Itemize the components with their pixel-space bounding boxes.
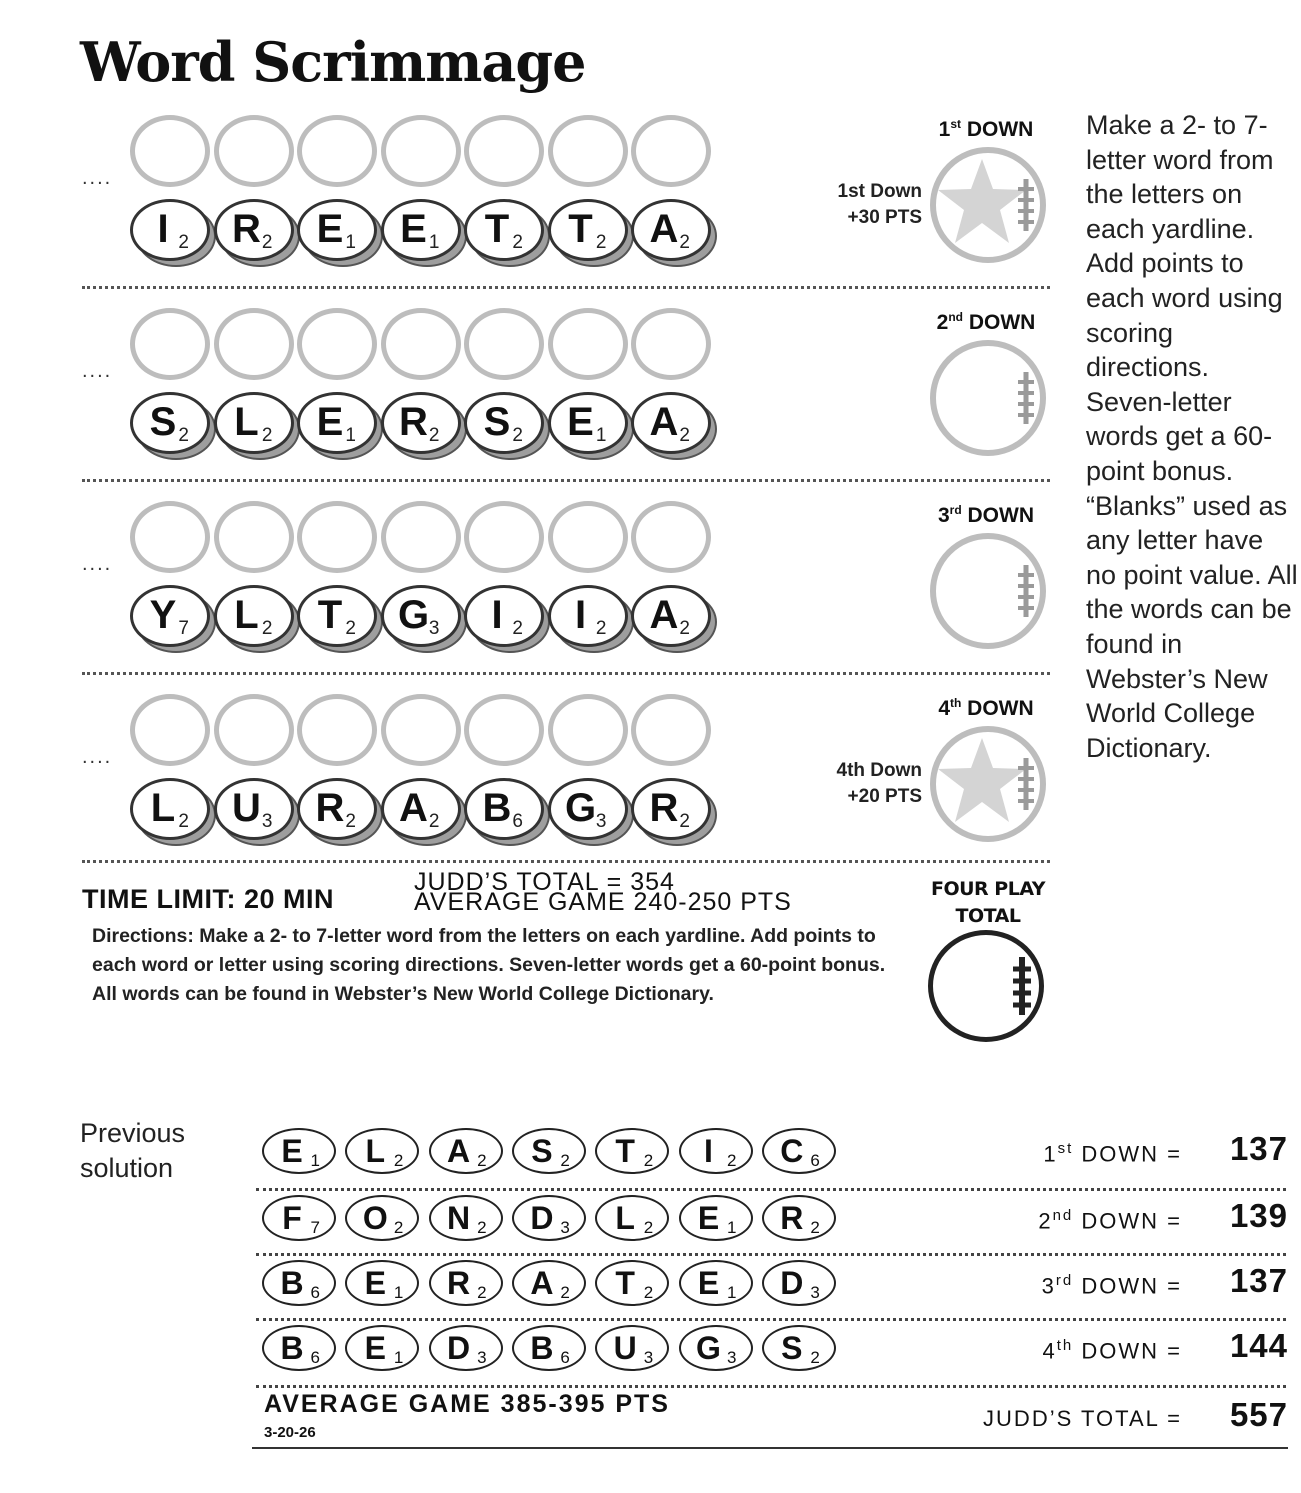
answer-slot[interactable] <box>130 501 210 573</box>
solution-tile <box>262 1325 336 1371</box>
bonus-line2: +30 PTS <box>847 207 922 228</box>
tile-letter: O <box>362 1200 388 1236</box>
tile-points: 2 <box>595 232 607 253</box>
answer-slot[interactable] <box>214 694 294 766</box>
down-label <box>928 503 1044 528</box>
solution-tile <box>679 1260 753 1306</box>
tile-letter: U <box>232 786 261 830</box>
solution-tile <box>595 1128 669 1174</box>
tile-points: 2 <box>178 232 189 253</box>
football-laces-icon <box>936 732 1040 836</box>
tile-points: 3 <box>595 811 607 832</box>
solution-tile <box>679 1195 753 1241</box>
football-icon[interactable] <box>930 726 1046 842</box>
letter-tile[interactable] <box>130 778 210 840</box>
letter-tile[interactable] <box>214 392 294 454</box>
four-play-total-label <box>918 876 1058 930</box>
down-ordinal: rd <box>949 503 962 517</box>
tile-points: 2 <box>428 425 440 446</box>
letter-tile[interactable] <box>130 199 210 261</box>
answer-slot[interactable] <box>381 308 461 380</box>
solution-tile <box>762 1195 836 1241</box>
down-label <box>928 117 1044 142</box>
bottom-rule <box>252 1447 1288 1449</box>
solution-score: 137 <box>1229 1262 1288 1299</box>
solution-tile <box>429 1260 503 1306</box>
letter-tile[interactable] <box>297 392 377 454</box>
down-bonus <box>812 179 922 231</box>
letter-tile[interactable] <box>130 392 210 454</box>
tile-letter: E <box>281 1133 303 1169</box>
solution-tile <box>762 1325 836 1371</box>
down-ordinal: rd <box>1055 1272 1074 1289</box>
answer-slot[interactable] <box>548 115 628 187</box>
tile-letter: E <box>567 400 594 444</box>
puzzle-title: Word Scrimmage <box>80 30 586 94</box>
letter-tile[interactable] <box>548 585 628 647</box>
tile-points: 2 <box>679 618 690 639</box>
tile-points: 7 <box>310 1218 320 1237</box>
tile-letter: R <box>780 1200 804 1236</box>
letter-tile[interactable] <box>464 585 544 647</box>
answer-slot[interactable] <box>297 501 377 573</box>
tile-points: 3 <box>560 1218 570 1237</box>
solution-tile <box>595 1325 669 1371</box>
answer-slot[interactable] <box>297 694 377 766</box>
tile-letter: T <box>484 207 510 251</box>
tile-letter: A <box>447 1133 471 1169</box>
letter-tile[interactable] <box>214 585 294 647</box>
tile-points: 3 <box>643 1348 654 1367</box>
star-icon <box>938 738 1026 822</box>
tile-letter: L <box>234 593 259 637</box>
down-word: DOWN <box>967 697 1034 720</box>
tile-letter: D <box>780 1265 804 1301</box>
tile-letter: L <box>615 1200 635 1236</box>
down-word: DOWN = <box>1081 1273 1182 1299</box>
answer-slot[interactable] <box>631 308 711 380</box>
down-number: 1 <box>938 118 951 141</box>
tile-letter: R <box>649 786 679 830</box>
down-word: DOWN <box>967 504 1035 527</box>
tile-points: 6 <box>310 1348 320 1367</box>
tile-letter: R <box>447 1265 471 1301</box>
down-ordinal: th <box>950 696 962 710</box>
solution-down-label <box>960 1207 1182 1234</box>
tile-letter: S <box>149 400 177 444</box>
down-number: 1 <box>1043 1141 1058 1167</box>
down-ordinal: st <box>950 117 961 131</box>
tile-letter: A <box>649 593 679 637</box>
letter-tile[interactable] <box>214 778 294 840</box>
tile-letter: E <box>697 1200 720 1236</box>
tile-letter: B <box>280 1330 304 1366</box>
down-word: DOWN = <box>1081 1208 1182 1234</box>
bonus-line2: +20 PTS <box>847 786 922 807</box>
solution-down-label <box>960 1272 1182 1299</box>
answer-slot[interactable] <box>297 308 377 380</box>
solution-down-label <box>960 1140 1182 1167</box>
down-word: DOWN <box>966 118 1034 141</box>
answer-slot[interactable] <box>214 501 294 573</box>
tile-points: 2 <box>261 232 273 253</box>
answer-slot[interactable] <box>381 115 461 187</box>
tile-letter: F <box>282 1200 302 1236</box>
down-label <box>928 310 1044 335</box>
tile-points: 2 <box>560 1283 570 1302</box>
tile-letter: E <box>364 1330 386 1366</box>
letter-tile[interactable] <box>631 199 711 261</box>
tile-letter: I <box>157 207 169 251</box>
star-icon <box>938 159 1026 243</box>
tile-points: 2 <box>810 1218 820 1237</box>
tile-letter: A <box>399 786 428 830</box>
tile-letter: E <box>364 1265 386 1301</box>
tile-letter: E <box>400 207 427 251</box>
tile-letter: S <box>531 1133 553 1169</box>
letter-tile[interactable] <box>464 199 544 261</box>
tile-points: 2 <box>393 1151 404 1170</box>
solution-tile <box>512 1128 586 1174</box>
answer-slot[interactable] <box>548 308 628 380</box>
letter-tile[interactable] <box>381 199 461 261</box>
tile-letter: A <box>649 400 679 444</box>
answer-slot[interactable] <box>548 694 628 766</box>
tile-points: 6 <box>512 811 523 832</box>
down-number: 4 <box>938 697 950 720</box>
yardline-rule <box>82 286 1050 289</box>
average-game: AVERAGE GAME 240-250 PTS <box>414 888 792 916</box>
down-bonus <box>812 758 922 810</box>
tile-letter: T <box>615 1265 635 1301</box>
four-play-line2: TOTAL <box>955 905 1021 927</box>
tile-points: 2 <box>679 425 690 446</box>
tile-points: 2 <box>727 1151 737 1170</box>
previous-judds-total-label: JUDD’S TOTAL = <box>983 1406 1182 1431</box>
tile-points: 3 <box>477 1348 487 1367</box>
tile-letter: L <box>365 1133 386 1169</box>
tile-points: 2 <box>178 811 189 832</box>
tile-points: 1 <box>345 232 356 253</box>
tile-letter: E <box>316 400 344 444</box>
tile-letter: G <box>397 593 430 637</box>
previous-average-game: AVERAGE GAME 385-395 PTS <box>264 1390 670 1418</box>
tile-letter: U <box>613 1330 637 1366</box>
tile-points: 7 <box>178 618 189 639</box>
answer-slot[interactable] <box>631 694 711 766</box>
down-word: DOWN <box>968 311 1036 334</box>
tile-points: 3 <box>428 618 440 639</box>
tile-points: 1 <box>310 1151 320 1170</box>
tile-letter: E <box>316 207 344 251</box>
letter-tile[interactable] <box>214 199 294 261</box>
solution-tile <box>262 1128 336 1174</box>
tile-points: 1 <box>727 1218 737 1237</box>
answer-slot[interactable] <box>631 115 711 187</box>
tile-letter: D <box>447 1330 471 1366</box>
solution-down-label <box>960 1337 1182 1364</box>
answer-slot[interactable] <box>381 501 461 573</box>
down-label <box>928 696 1044 721</box>
directions-text: Directions: Make a 2- to 7-letter word from the letters on each yardline. Add points to each word or letter using scoring directions. Seven-letter words get a 60-point bonus. All words can be found in Webster’s New World College Dictionary. <box>92 925 886 1005</box>
bonus-line1: 1st Down <box>837 181 922 202</box>
solution-tile <box>679 1325 753 1371</box>
down-word: DOWN = <box>1081 1338 1182 1364</box>
tile-points: 2 <box>643 1218 654 1237</box>
letter-tile[interactable] <box>381 585 461 647</box>
tile-letter: I <box>704 1133 713 1169</box>
solution-tile <box>429 1128 503 1174</box>
solution-tile <box>262 1260 336 1306</box>
down-number: 4 <box>1042 1338 1057 1364</box>
tile-letter: G <box>564 786 597 830</box>
letter-tile[interactable] <box>631 392 711 454</box>
solution-tile <box>762 1128 836 1174</box>
down-number: 3 <box>937 504 950 527</box>
yardline-rule <box>82 672 1050 675</box>
previous-date: 3-20-26 <box>264 1424 316 1441</box>
solution-tile <box>679 1128 753 1174</box>
tile-points: 2 <box>512 618 523 639</box>
down-ordinal: th <box>1056 1337 1074 1354</box>
four-play-line1: FOUR PLAY <box>931 878 1045 900</box>
solution-tile <box>262 1195 336 1241</box>
football-icon[interactable] <box>930 340 1046 456</box>
tile-letter: D <box>530 1200 554 1236</box>
answer-slot[interactable] <box>548 501 628 573</box>
side-instructions: Make a 2- to 7-letter word from the letters on each yardline. Add points to each word using scoring directions. Seven-letter words get a 60-point bonus. “Blanks” used as any letter have no point value. All the words can be found in Webster’s New World College Dictionary. <box>1086 110 1298 763</box>
tile-points: 2 <box>560 1151 570 1170</box>
tile-letter: Y <box>149 593 177 637</box>
tile-letter: N <box>447 1200 471 1236</box>
tile-letter: S <box>781 1330 803 1366</box>
tile-points: 6 <box>810 1151 820 1170</box>
solution-rule <box>256 1318 1286 1321</box>
tile-letter: S <box>483 400 511 444</box>
tile-points: 2 <box>643 1283 654 1302</box>
letter-tile[interactable] <box>381 778 461 840</box>
letter-tile[interactable] <box>464 778 544 840</box>
answer-slot[interactable] <box>130 308 210 380</box>
solution-score: 144 <box>1229 1327 1288 1364</box>
previous-solution-label <box>80 1116 185 1186</box>
tile-points: 3 <box>810 1283 820 1302</box>
tile-letter: B <box>482 786 512 830</box>
tile-letter: T <box>317 593 343 637</box>
football-laces-icon <box>936 539 1040 643</box>
judds-total: JUDD’S TOTAL = 354 <box>414 868 675 896</box>
letter-tile[interactable] <box>297 199 377 261</box>
letter-tile[interactable] <box>297 778 377 840</box>
down-word: DOWN = <box>1081 1141 1182 1167</box>
bonus-line1: 4th Down <box>836 760 922 781</box>
solution-tile <box>595 1260 669 1306</box>
row-dots: .... <box>82 746 113 768</box>
tile-points: 2 <box>393 1218 404 1237</box>
answer-slot[interactable] <box>214 308 294 380</box>
solution-tile <box>345 1128 419 1174</box>
tile-letter: R <box>232 207 261 251</box>
solution-rule <box>256 1253 1286 1256</box>
tile-letter: B <box>280 1265 304 1301</box>
solution-tile <box>512 1260 586 1306</box>
tile-points: 6 <box>310 1283 320 1302</box>
tile-points: 2 <box>643 1151 654 1170</box>
tile-points: 1 <box>727 1283 737 1302</box>
letter-tile[interactable] <box>631 778 711 840</box>
tile-letter: A <box>530 1265 554 1301</box>
solution-rule <box>256 1385 1286 1388</box>
down-number: 3 <box>1041 1273 1056 1299</box>
tile-letter: I <box>491 593 503 637</box>
tile-points: 2 <box>512 232 523 253</box>
yardline-rule <box>82 860 1050 863</box>
football-laces-icon <box>936 346 1040 450</box>
down-ordinal: st <box>1057 1140 1074 1157</box>
tile-points: 2 <box>679 232 690 253</box>
solution-score: 139 <box>1229 1197 1288 1234</box>
tile-letter: G <box>696 1330 721 1366</box>
letter-tile[interactable] <box>297 585 377 647</box>
tile-points: 2 <box>261 425 273 446</box>
answer-slot[interactable] <box>130 694 210 766</box>
solution-tile <box>595 1195 669 1241</box>
tile-points: 2 <box>477 1283 487 1302</box>
solution-tile <box>512 1195 586 1241</box>
letter-tile[interactable] <box>548 392 628 454</box>
tile-letter: C <box>780 1133 804 1169</box>
tile-points: 2 <box>345 811 356 832</box>
solution-score: 137 <box>1229 1130 1288 1167</box>
tile-letter: B <box>530 1330 554 1366</box>
tile-points: 2 <box>595 618 607 639</box>
tile-points: 2 <box>810 1348 820 1367</box>
answer-slot[interactable] <box>631 501 711 573</box>
tile-letter: R <box>399 400 428 444</box>
tile-points: 3 <box>727 1348 737 1367</box>
tile-points: 2 <box>261 618 273 639</box>
tile-points: 2 <box>477 1151 487 1170</box>
down-number: 2 <box>936 311 949 334</box>
letter-tile[interactable] <box>381 392 461 454</box>
solution-tile <box>512 1325 586 1371</box>
tile-letter: E <box>697 1265 720 1301</box>
down-ordinal: nd <box>1052 1207 1074 1224</box>
down-ordinal: nd <box>948 310 963 324</box>
down-number: 2 <box>1038 1208 1053 1234</box>
time-limit: TIME LIMIT: 20 MIN <box>82 884 334 914</box>
football-laces-icon <box>933 935 1039 1037</box>
tile-points: 2 <box>512 425 523 446</box>
tile-letter: A <box>649 207 679 251</box>
letter-tile[interactable] <box>130 585 210 647</box>
row-dots: .... <box>82 553 113 575</box>
solution-tile <box>429 1195 503 1241</box>
tile-points: 2 <box>428 811 440 832</box>
tile-points: 1 <box>345 425 356 446</box>
answer-slot[interactable] <box>130 115 210 187</box>
tile-letter: T <box>615 1133 635 1169</box>
solution-tile <box>345 1195 419 1241</box>
solution-tile <box>429 1325 503 1371</box>
football-icon[interactable] <box>930 147 1046 263</box>
tile-points: 2 <box>345 618 356 639</box>
letter-tile[interactable] <box>548 199 628 261</box>
football-laces-icon <box>936 153 1040 257</box>
tile-points: 6 <box>560 1348 570 1367</box>
tile-letter: L <box>150 786 176 830</box>
tile-points: 1 <box>393 1283 404 1302</box>
row-dots: .... <box>82 167 113 189</box>
answer-slot[interactable] <box>464 308 544 380</box>
tile-points: 1 <box>595 425 607 446</box>
row-dots: .... <box>82 360 113 382</box>
previous-label-line1: Previous <box>80 1118 186 1148</box>
four-play-total-football-icon[interactable] <box>928 930 1044 1042</box>
tile-points: 2 <box>679 811 690 832</box>
yardline-rule <box>82 479 1050 482</box>
answer-slot[interactable] <box>297 115 377 187</box>
previous-judds-total: 557 <box>1229 1396 1288 1433</box>
football-icon[interactable] <box>930 533 1046 649</box>
answer-slot[interactable] <box>214 115 294 187</box>
answer-slot[interactable] <box>464 501 544 573</box>
letter-tile[interactable] <box>548 778 628 840</box>
tile-letter: T <box>568 207 593 251</box>
tile-letter: R <box>315 786 345 830</box>
tile-points: 3 <box>261 811 273 832</box>
letter-tile[interactable] <box>631 585 711 647</box>
tile-letter: L <box>234 400 259 444</box>
answer-slot[interactable] <box>464 694 544 766</box>
tile-letter: I <box>574 593 587 637</box>
tile-points: 1 <box>393 1348 404 1367</box>
answer-slot[interactable] <box>464 115 544 187</box>
previous-label-line2: solution <box>80 1153 174 1183</box>
answer-slot[interactable] <box>381 694 461 766</box>
tile-points: 2 <box>477 1218 487 1237</box>
solution-tile <box>762 1260 836 1306</box>
letter-tile[interactable] <box>464 392 544 454</box>
tile-points: 1 <box>428 232 440 253</box>
tile-points: 2 <box>178 425 189 446</box>
solution-tile <box>345 1260 419 1306</box>
solution-rule <box>256 1188 1286 1191</box>
solution-tile <box>345 1325 419 1371</box>
